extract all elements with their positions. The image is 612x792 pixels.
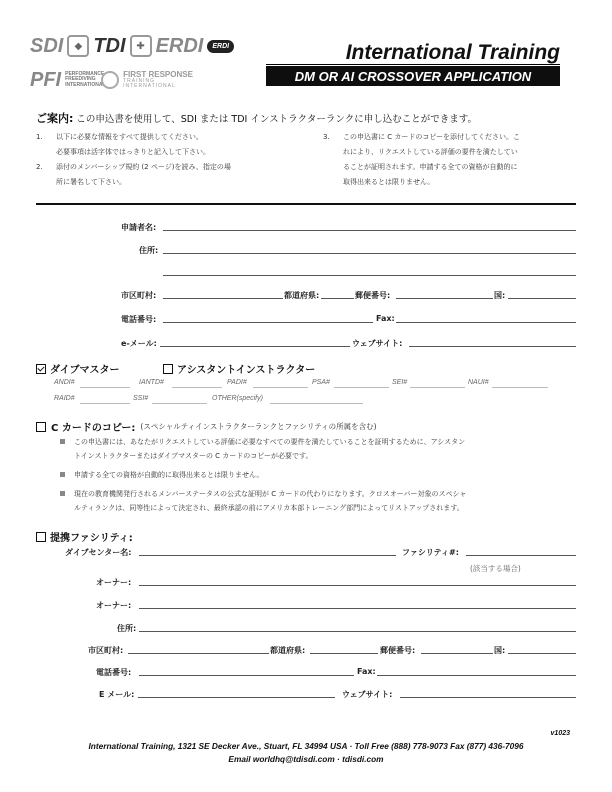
applicant-name-label: 申請者名: [121,223,157,232]
instruction-step [36,160,306,190]
facility-city-label: 市区町村: [88,646,124,655]
owner-label-1: オーナー: [96,578,132,587]
agency-ssi-label: SSI# [133,395,149,402]
address-label: 住所: [139,246,159,255]
ccard-checkbox[interactable] [36,422,46,432]
pfi-tagline: PERFORMANCE FREEDIVING INTERNATIONAL [65,70,106,88]
step-number: 3. [323,133,330,141]
intro-text [36,110,477,126]
city-label: 市区町村: [121,291,157,300]
footer-contact: Email worldhq@tdisdi.com · tdisdi.com [228,754,384,764]
agency-padi-field[interactable] [253,387,308,388]
tdi-logo: TDI [93,35,126,57]
agency-raid-label: RAID# [54,395,75,402]
zip-field[interactable] [396,298,493,299]
tdi-badge-icon: ✚ [130,35,152,57]
agency-padi-label: PADI# [227,379,247,386]
facility-phone-label: 電話番号: [96,668,132,677]
first-response-logo [123,71,193,89]
facility-website-label: ウェブサイト: [342,690,393,699]
title-rule [266,64,560,65]
applicant-name-field[interactable] [163,230,576,231]
page-title: International Training [345,41,560,64]
ai-checkbox[interactable] [163,364,173,374]
agency-other-field[interactable] [270,403,363,404]
city-field[interactable] [163,298,283,299]
instructions-right [323,130,583,190]
fr-name: FIRST RESPONSE [123,70,193,79]
facility-website-field[interactable] [400,697,576,698]
country-label: 国: [494,291,506,300]
ccard-requirements [60,435,580,520]
fax-label: Fax: [376,314,395,323]
list-item: この申込書には、あなたがリクエストしている評価に必要なすべての要件を満たしていることを証明するために、アシスタン トインストラクターまたはダイブマスターの C カードのコピーが必要です。 [60,435,580,463]
facility-fax-label: Fax: [357,667,376,676]
step-text: この申込書に C カードのコピーを添付してください。こ れにより、リクエストしている評価の要件を満たしてい ることが証明されます。申請する全ての資格が自動的に 取得出来るとは限りません。 [343,133,521,186]
dm-checkbox[interactable] [36,364,46,374]
facility-number-label: ファシリティ#: [402,548,459,557]
dm-label: ダイブマスター [50,365,120,376]
website-label: ウェブサイト: [352,339,403,348]
agency-psa-field[interactable] [334,387,389,388]
agency-naui-field[interactable] [492,387,548,388]
address-field-2[interactable] [163,275,576,276]
agency-iantd-label: IANTD# [139,379,164,386]
ai-label: アシスタントインストラクター [177,365,316,376]
instruction-step [323,130,583,190]
facility-address-label: 住所: [117,624,137,633]
owner-label-2: オーナー: [96,601,132,610]
step-number: 1. [36,133,43,141]
agency-sei-field[interactable] [410,387,465,388]
fr-tag: TRAINING [123,78,156,84]
agency-other-label: OTHER(specify) [212,395,263,402]
sdi-logo: SDI [30,35,64,57]
website-field[interactable] [409,346,576,347]
facility-country-field[interactable] [508,653,576,654]
erdi-pill-logo: ERDI [207,40,234,53]
facility-title: 提携ファシリティ: [50,533,133,544]
ccard-subtitle: (スペシャルティインストラクターランクとファシリティの所属を含む) [140,422,377,431]
email-label: e-メール: [121,339,157,348]
facility-state-field[interactable] [310,653,378,654]
ai-option[interactable] [163,361,315,376]
fr-sub: INTERNATIONAL [123,83,176,89]
dive-center-field[interactable] [139,555,396,556]
facility-phone-field[interactable] [139,675,354,676]
agency-naui-label: NAUI# [468,379,489,386]
first-response-icon [101,71,119,89]
state-field[interactable] [321,298,354,299]
footer-address: International Training, 1321 SE Decker Ave., Stuart, FL 34994 USA · Toll Free (888) 778-9073 Fax (877) 436-7096 [88,741,524,751]
agency-andi-label: ANDI# [54,379,75,386]
facility-email-field[interactable] [138,697,335,698]
agency-sei-label: SEI# [392,379,408,386]
list-item: 現在の教育機関発行されるメンバーステータスの公式な証明が C カードの代わりになります。クロスオーバー対象のスペシャ ルティランクは、同等性によって決定され、最終承認の前にアメリカ本部トレーニング部門によってリストアップされます。 [60,487,580,515]
address-field-1[interactable] [163,253,576,254]
facility-checkbox[interactable] [36,532,46,542]
facility-option[interactable] [36,529,133,544]
agency-logos [30,34,255,96]
owner-field-2[interactable] [139,608,576,609]
form-subtitle: DM OR AI CROSSOVER APPLICATION [266,66,560,86]
step-text: 以下に必要な情報をすべて提供してください。 必要事項は活字体ではっきりと記入して下さい。 [56,133,210,156]
section-divider [36,203,576,205]
facility-city-field[interactable] [128,653,269,654]
agency-psa-label: PSA# [312,379,330,386]
intro-heading: ご案内: [36,112,74,125]
step-number: 2. [36,163,43,171]
dive-center-label: ダイブセンター名: [65,548,132,557]
erdi-logo: ERDI [155,35,204,57]
step-text: 添付のメンバーシップ規約 (2 ページ)を読み、指定の場 所に署名して下さい。 [56,163,231,186]
agency-ssi-field[interactable] [152,403,207,404]
country-field[interactable] [508,298,576,299]
phone-label: 電話番号: [121,315,157,324]
email-field[interactable] [160,346,350,347]
facility-zip-field[interactable] [421,653,493,654]
list-item: 申請する全ての資格が自動的に取得出来るとは限りません。 [60,468,580,482]
phone-field[interactable] [163,322,373,323]
ccard-title: C カードのコピー: [51,423,136,434]
instruction-step [36,130,306,160]
agency-andi-field[interactable] [80,387,130,388]
dm-option[interactable] [36,361,120,376]
facility-zip-label: 郵便番号: [380,646,416,655]
facility-note: (該当する場合) [470,564,521,573]
zip-label: 郵便番号: [355,291,391,300]
intro-body: この申込書を使用して、SDI または TDI インストラクターランクに申し込むことができます。 [73,114,477,125]
form-version: v1023 [550,730,570,737]
instructions-left [36,130,306,190]
fax-field[interactable] [396,322,576,323]
agency-raid-field[interactable] [80,403,130,404]
facility-fax-field[interactable] [377,675,576,676]
pfi-logo: PFI [30,69,62,91]
facility-state-label: 都道府県: [270,646,306,655]
ccard-option[interactable] [36,419,377,434]
owner-field-1[interactable] [139,585,576,586]
facility-email-label: E メール: [99,690,135,699]
agency-iantd-field[interactable] [172,387,222,388]
state-label: 都道府県: [284,291,320,300]
facility-country-label: 国: [494,646,506,655]
facility-address-field[interactable] [139,631,576,632]
sdi-badge-icon: ◆ [67,35,89,57]
facility-number-field[interactable] [466,555,576,556]
